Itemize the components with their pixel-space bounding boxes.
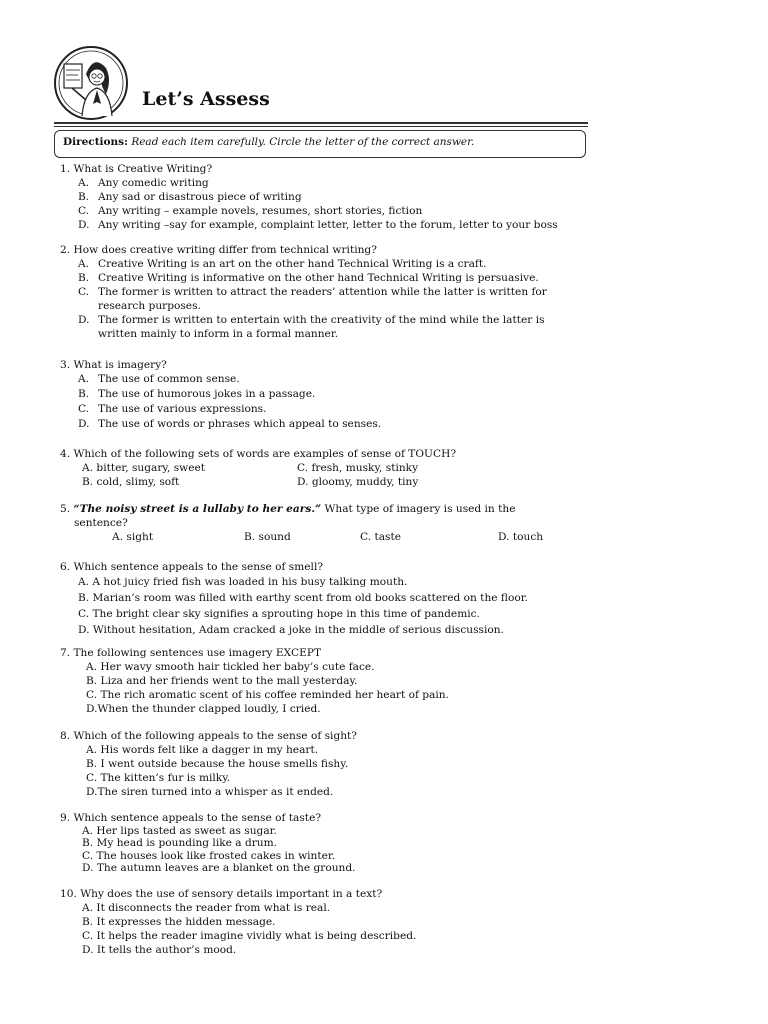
choice-b[interactable] [78, 387, 381, 402]
choice-b[interactable] [78, 271, 547, 285]
question-quote: “The noisy street is a lullaby to her ears.” [73, 503, 322, 515]
choice-letter: B. [82, 916, 94, 928]
choice-text: The autumn leaves are a blanket on the ground. [96, 862, 356, 874]
question-text: Which of the following sets of words are examples of sense of TOUCH? [73, 448, 457, 460]
choice-text: My head is pounding like a drum. [96, 837, 278, 849]
directions-box [54, 130, 586, 158]
choice-letter: A. [78, 177, 90, 189]
choice-letter: A. [82, 462, 94, 474]
question-number: 3. [60, 359, 71, 371]
question-number: 2. [60, 244, 71, 256]
choice-letter: A. [78, 258, 90, 270]
question-number: 4. [60, 448, 71, 460]
choice-text: Any writing – example novels, resumes, short stories, fiction [98, 205, 423, 217]
choice-text: His words felt like a dagger in my heart. [100, 744, 319, 756]
choice-text: It helps the reader imagine vividly what is being described. [96, 930, 417, 942]
choice-text: fresh, musky, stinky [311, 462, 419, 474]
question-number: 1. [60, 163, 71, 175]
choice-c[interactable] [82, 850, 356, 863]
choice-letter: C. [86, 689, 98, 701]
choice-a[interactable] [86, 660, 449, 674]
question-text: How does creative writing differ from technical writing? [73, 244, 377, 256]
choice-letter: C. [297, 462, 309, 474]
choice-c[interactable] [78, 606, 528, 622]
choice-a[interactable] [86, 743, 357, 757]
question-stem [60, 646, 449, 660]
choice-text: Her wavy smooth hair tickled her baby’s cute face. [100, 661, 375, 673]
choice-letter: D. [78, 314, 90, 326]
choice-text: The houses look like frosted cakes in winter. [96, 849, 336, 862]
choice-text: The use of common sense. [98, 373, 240, 385]
choice-text: The former is written to attract the readers’ attention while the latter is written for [98, 286, 547, 298]
question-text: Which of the following appeals to the sense of sight? [73, 730, 357, 742]
page-title: Let’s Assess [142, 88, 270, 110]
choice-list [86, 743, 357, 799]
choice-a[interactable] [78, 372, 381, 387]
choice-letter: B. [82, 837, 94, 849]
directions-text: Read each item carefully. Circle the letter of the correct answer. [131, 136, 475, 148]
choice-letter: B. [78, 388, 90, 400]
question-6 [60, 560, 528, 638]
choice-list [86, 660, 449, 716]
choice-text: Creative Writing is an art on the other hand Technical Writing is a craft. [98, 258, 487, 270]
question-3 [60, 358, 381, 432]
choice-letter: C. [78, 403, 90, 415]
choice-text: Liza and her friends went to the mall yesterday. [100, 675, 358, 687]
choice-letter: B. [78, 592, 90, 604]
choice-a[interactable] [78, 176, 558, 190]
choice-grid [82, 461, 517, 489]
choice-c[interactable] [78, 402, 381, 417]
choice-text: Any sad or disastrous piece of writing [98, 191, 302, 203]
question-2 [60, 243, 547, 341]
choice-text: Her lips tasted as sweet as sugar. [96, 824, 277, 837]
choice-letter: B. [78, 272, 90, 284]
choice-c[interactable] [78, 204, 558, 218]
question-text-continued: sentence? [74, 517, 128, 529]
choice-letter: D. [78, 219, 90, 231]
question-9 [60, 812, 356, 875]
choice-b[interactable] [82, 837, 356, 850]
choice-d[interactable] [82, 943, 416, 957]
choice-letter: A. [82, 824, 94, 837]
choice-text: Any comedic writing [98, 177, 209, 189]
question-10 [60, 887, 416, 957]
choice-text: The bright clear sky signifies a sprouting hope in this time of pandemic. [92, 608, 480, 620]
choice-a[interactable] [82, 461, 297, 475]
choice-d[interactable] [498, 530, 598, 544]
question-stem [60, 812, 356, 825]
choice-b[interactable] [82, 475, 297, 489]
choice-c[interactable] [82, 929, 416, 943]
choice-a[interactable] [82, 901, 416, 915]
choice-list [82, 825, 356, 875]
choice-text: A hot juicy fried fish was loaded in his busy talking mouth. [92, 576, 408, 588]
choice-c[interactable] [86, 688, 449, 702]
choice-d[interactable] [82, 862, 356, 875]
choice-text: cold, slimy, soft [96, 476, 180, 488]
choice-letter: D. [82, 862, 94, 874]
choice-text: The kitten’s fur is milky. [100, 772, 231, 784]
choice-text: sight [126, 531, 154, 543]
choice-list [82, 901, 416, 957]
choice-letter: C. [82, 849, 94, 862]
choice-letter: D. [498, 531, 510, 543]
question-stem [60, 358, 381, 372]
question-stem [60, 729, 357, 743]
choice-letter: D. [297, 476, 309, 488]
choice-text: The use of humorous jokes in a passage. [98, 388, 316, 400]
choice-letter: C. [360, 531, 372, 543]
choice-a[interactable] [82, 825, 356, 838]
question-7 [60, 646, 449, 716]
choice-letter: A. [82, 902, 94, 914]
choice-text: sound [258, 531, 291, 543]
choice-text: gloomy, muddy, tiny [311, 476, 419, 488]
choice-letter: C. [86, 772, 98, 784]
choice-text: Creative Writing is informative on the other hand Technical Writing is persuasive. [98, 272, 539, 284]
choice-text: I went outside because the house smells fishy. [100, 758, 349, 770]
choice-d[interactable] [78, 622, 528, 638]
choice-letter: B. [78, 191, 90, 203]
question-number: 9. [60, 812, 71, 824]
choice-letter: C. [78, 286, 90, 298]
choice-list [78, 574, 528, 638]
choice-d[interactable] [86, 702, 449, 716]
question-stem [60, 887, 416, 901]
directions-label: Directions: [63, 136, 128, 148]
choice-b[interactable] [244, 530, 360, 544]
header-divider-thin [54, 126, 588, 127]
question-text: Which sentence appeals to the sense of smell? [73, 561, 324, 573]
question-text: Which sentence appeals to the sense of taste? [73, 812, 322, 824]
question-stem [60, 162, 558, 176]
choice-c[interactable] [86, 771, 357, 785]
choice-text: It expresses the hidden message. [96, 916, 276, 928]
question-8 [60, 729, 357, 799]
page-header [50, 44, 590, 122]
choice-letter: D. [82, 944, 94, 956]
choice-b[interactable] [86, 757, 357, 771]
question-number: 7. [60, 647, 71, 659]
question-stem [60, 502, 596, 516]
choice-list [78, 257, 547, 341]
choice-b[interactable] [86, 674, 449, 688]
choice-text-continued: research purposes. [98, 300, 201, 312]
choice-c[interactable] [360, 530, 498, 544]
choice-c[interactable] [78, 285, 547, 313]
choice-text: touch [512, 531, 544, 543]
question-text: What is Creative Writing? [73, 163, 213, 175]
choice-a[interactable] [78, 574, 528, 590]
choice-text: The use of words or phrases which appeal to senses. [98, 418, 382, 430]
choice-d[interactable] [86, 785, 357, 799]
choice-list [78, 372, 381, 432]
question-number: 8. [60, 730, 71, 742]
choice-text: The former is written to entertain with the creativity of the mind while the latter is [98, 314, 545, 326]
question-text: What is imagery? [73, 359, 167, 371]
choice-letter: B. [244, 531, 256, 543]
choice-letter: A. [86, 744, 98, 756]
question-text: Why does the use of sensory details important in a text? [80, 888, 383, 900]
question-stem [60, 447, 517, 461]
choice-letter: D. [86, 786, 98, 798]
choice-letter: B. [86, 675, 98, 687]
teacher-illustration-icon [50, 44, 132, 122]
choice-text: It disconnects the reader from what is real. [96, 902, 331, 914]
choice-text: The siren turned into a whisper as it ended. [97, 786, 334, 798]
question-text: What type of imagery is used in the [324, 503, 516, 515]
choice-text: Without hesitation, Adam cracked a joke in the middle of serious discussion. [92, 624, 504, 636]
question-stem [60, 243, 547, 257]
choice-text: bitter, sugary, sweet [96, 462, 206, 474]
question-number: 5. [60, 503, 71, 515]
choice-d[interactable] [78, 417, 381, 432]
choice-letter: A. [86, 661, 98, 673]
choice-text: Marian’s room was filled with earthy scent from old books scattered on the floor. [92, 592, 528, 604]
choice-a[interactable] [112, 530, 244, 544]
choice-letter: A. [78, 576, 90, 588]
choice-d[interactable] [78, 313, 547, 341]
question-stem [60, 560, 528, 574]
choice-letter: A. [112, 531, 124, 543]
header-divider [54, 122, 588, 124]
choice-text: taste [374, 531, 402, 543]
question-1 [60, 162, 558, 232]
choice-b[interactable] [78, 590, 528, 606]
choice-d[interactable] [297, 475, 517, 489]
choice-text: The rich aromatic scent of his coffee reminded her heart of pain. [100, 689, 449, 701]
choice-text: It tells the author’s mood. [96, 944, 237, 956]
choice-a[interactable] [78, 257, 547, 271]
choice-text-continued: written mainly to inform in a formal manner. [98, 328, 339, 340]
choice-d[interactable] [78, 218, 558, 232]
question-number: 6. [60, 561, 71, 573]
choice-text: The use of various expressions. [98, 403, 267, 415]
choice-letter: B. [82, 476, 94, 488]
question-text: The following sentences use imagery EXCEPT [73, 647, 322, 659]
choice-text: Any writing –say for example, complaint letter, letter to the forum, letter to your boss [98, 219, 558, 231]
choice-text: When the thunder clapped loudly, I cried. [97, 703, 321, 715]
choice-c[interactable] [297, 461, 517, 475]
choice-row [112, 530, 598, 544]
choice-letter: D. [78, 624, 90, 636]
question-4 [60, 447, 517, 489]
choice-b[interactable] [82, 915, 416, 929]
question-number: 10. [60, 888, 77, 900]
choice-letter: C. [78, 608, 90, 620]
choice-letter: A. [78, 373, 90, 385]
choice-list [78, 176, 558, 232]
choice-b[interactable] [78, 190, 558, 204]
choice-letter: C. [82, 930, 94, 942]
question-5 [60, 502, 598, 544]
choice-letter: D. [86, 703, 98, 715]
choice-letter: B. [86, 758, 98, 770]
choice-letter: C. [78, 205, 90, 217]
choice-letter: D. [78, 418, 90, 430]
